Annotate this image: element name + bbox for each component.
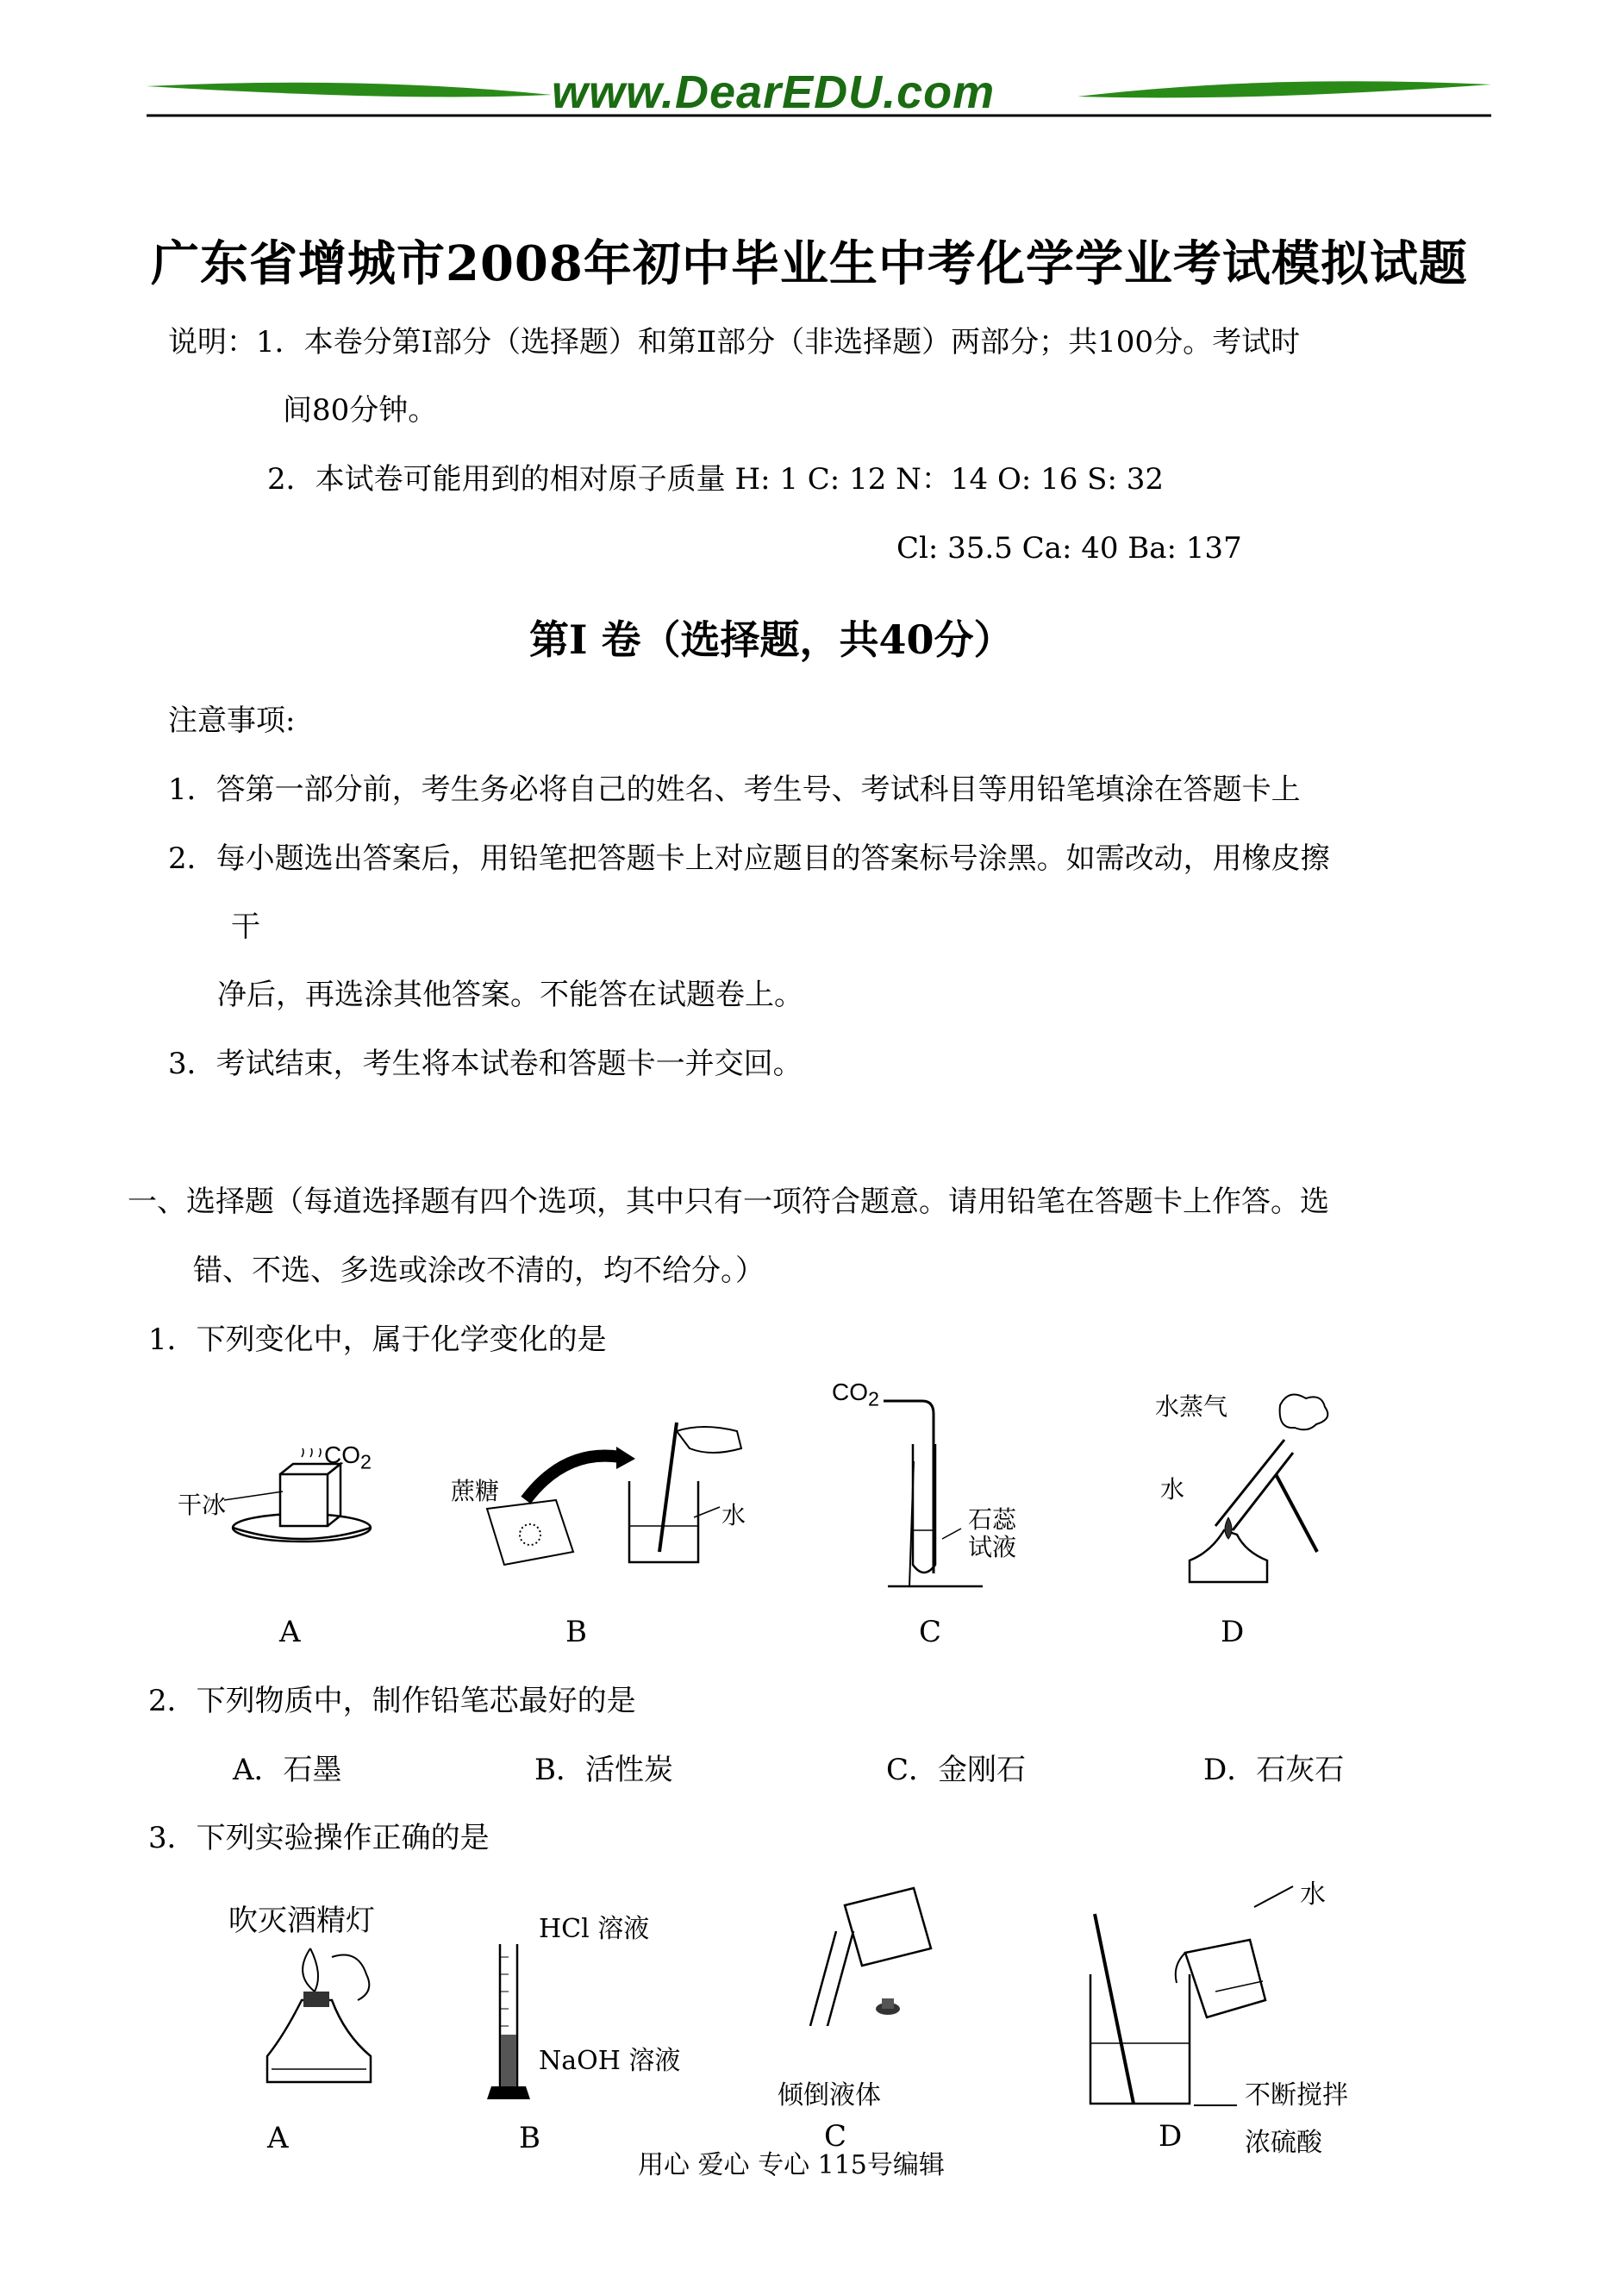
part1-heading-cont: 错、不选、多选或涂改不清的，均不给分。） <box>193 1254 765 1288</box>
q3-caption-c: C <box>824 2119 847 2154</box>
sugar-label: 蔗糖 <box>451 1478 500 1504</box>
co2-label-a: $CO_2$ <box>324 1441 372 1473</box>
q3-stem: 3．下列实验操作正确的是 <box>148 1821 490 1855</box>
q1-caption-c: C <box>919 1615 942 1649</box>
litmus-label-line1: 石蕊 <box>968 1506 1017 1533</box>
q1-caption-d: D <box>1221 1615 1245 1649</box>
q2-option-a: A．石墨 <box>233 1753 342 1787</box>
q3-caption-a: A <box>267 2121 289 2155</box>
q3-figure-a <box>250 1940 397 2095</box>
alcohol-lamp-icon <box>250 1940 397 2095</box>
notes-item2-wrap: 干 <box>231 910 260 944</box>
q3-stir-label: 不断搅拌 <box>1245 2080 1348 2111</box>
q1-figure-b <box>444 1414 754 1578</box>
graduated-cylinder-icon <box>483 1940 534 2104</box>
part1-heading: 一、选择题（每道选择题有四个选项，其中只有一项符合题意。请用铅笔在答题卡上作答。选 <box>128 1185 1329 1219</box>
instructions-line1-cont: 间80分钟。 <box>283 393 438 428</box>
q3-water-label: 水 <box>1300 1879 1326 1910</box>
q1-figure-d <box>1155 1379 1336 1595</box>
q1-caption-b: B <box>565 1615 587 1649</box>
dry-ice-label: 干冰 <box>178 1491 227 1518</box>
q3-label-c: 倾倒液体 <box>778 2080 881 2111</box>
q1-caption-a: A <box>279 1615 301 1649</box>
q2-option-c: C．金刚石 <box>886 1753 1027 1787</box>
q2-option-b: B．活性炭 <box>534 1753 673 1787</box>
q2-option-d: D．石灰石 <box>1203 1753 1345 1787</box>
pour-liquid-icon <box>784 1879 948 2026</box>
water-label-d: 水 <box>1160 1476 1185 1503</box>
water-label-b: 水 <box>721 1502 746 1529</box>
page-title: 广东省增城市2008年初中毕业生中考化学学业考试模拟试题 <box>151 235 1468 292</box>
notes-item2-cont: 净后，再选涂其他答案。不能答在试题卷上。 <box>217 978 803 1012</box>
notes-item1: 1．答第一部分前，考生务必将自己的姓名、考生号、考试科目等用铅笔填涂在答题卡上 <box>168 772 1301 807</box>
q2-stem: 2．下列物质中，制作铅笔芯最好的是 <box>148 1684 636 1718</box>
q1-figure-a <box>172 1441 397 1552</box>
q3-caption-b: B <box>519 2121 540 2155</box>
naoh-label: NaOH 溶液 <box>539 2046 681 2076</box>
q3-acid-label: 浓硫酸 <box>1245 2128 1322 2158</box>
notes-heading: 注意事项: <box>168 704 296 738</box>
instructions-line2: 2．本试卷可能用到的相对原子质量 H: 1 C: 12 N：14 O: 16 S: 32 <box>267 462 1164 497</box>
q3-figure-b <box>483 1940 534 2104</box>
q1-figure-c <box>832 1379 1030 1591</box>
page-footer: 用心 爱心 专心 115号编辑 <box>638 2150 945 2180</box>
litmus-label-line2: 试液 <box>968 1534 1017 1560</box>
q3-caption-d: D <box>1159 2119 1183 2154</box>
notes-item2: 2．每小题选出答案后，用铅笔把答题卡上对应题目的答案标号涂黑。如需改动，用橡皮擦 <box>168 841 1330 876</box>
section1-title: 第Ⅰ 卷（选择题，共40分） <box>529 616 1014 663</box>
instructions-line2-cont: Cl: 35.5 Ca: 40 Ba: 137 <box>896 531 1242 566</box>
q3-label-a: 吹灭酒精灯 <box>228 1904 375 1938</box>
steam-label: 水蒸气 <box>1155 1393 1228 1420</box>
site-logo: www.DearEDU.com <box>552 66 996 118</box>
hcl-label: HCl 溶液 <box>539 1914 650 1944</box>
q3-figure-c <box>784 1879 948 2026</box>
co2-label-c: $CO_2$ <box>832 1379 879 1410</box>
header-banner <box>147 60 1491 129</box>
notes-item3: 3．考试结束，考生将本试卷和答题卡一并交回。 <box>168 1047 803 1081</box>
q1-stem: 1．下列变化中，属于化学变化的是 <box>148 1323 607 1357</box>
instructions-line1: 说明：1．本卷分第Ⅰ部分（选择题）和第Ⅱ部分（非选择题）两部分；共100分。考试时 <box>168 325 1301 360</box>
